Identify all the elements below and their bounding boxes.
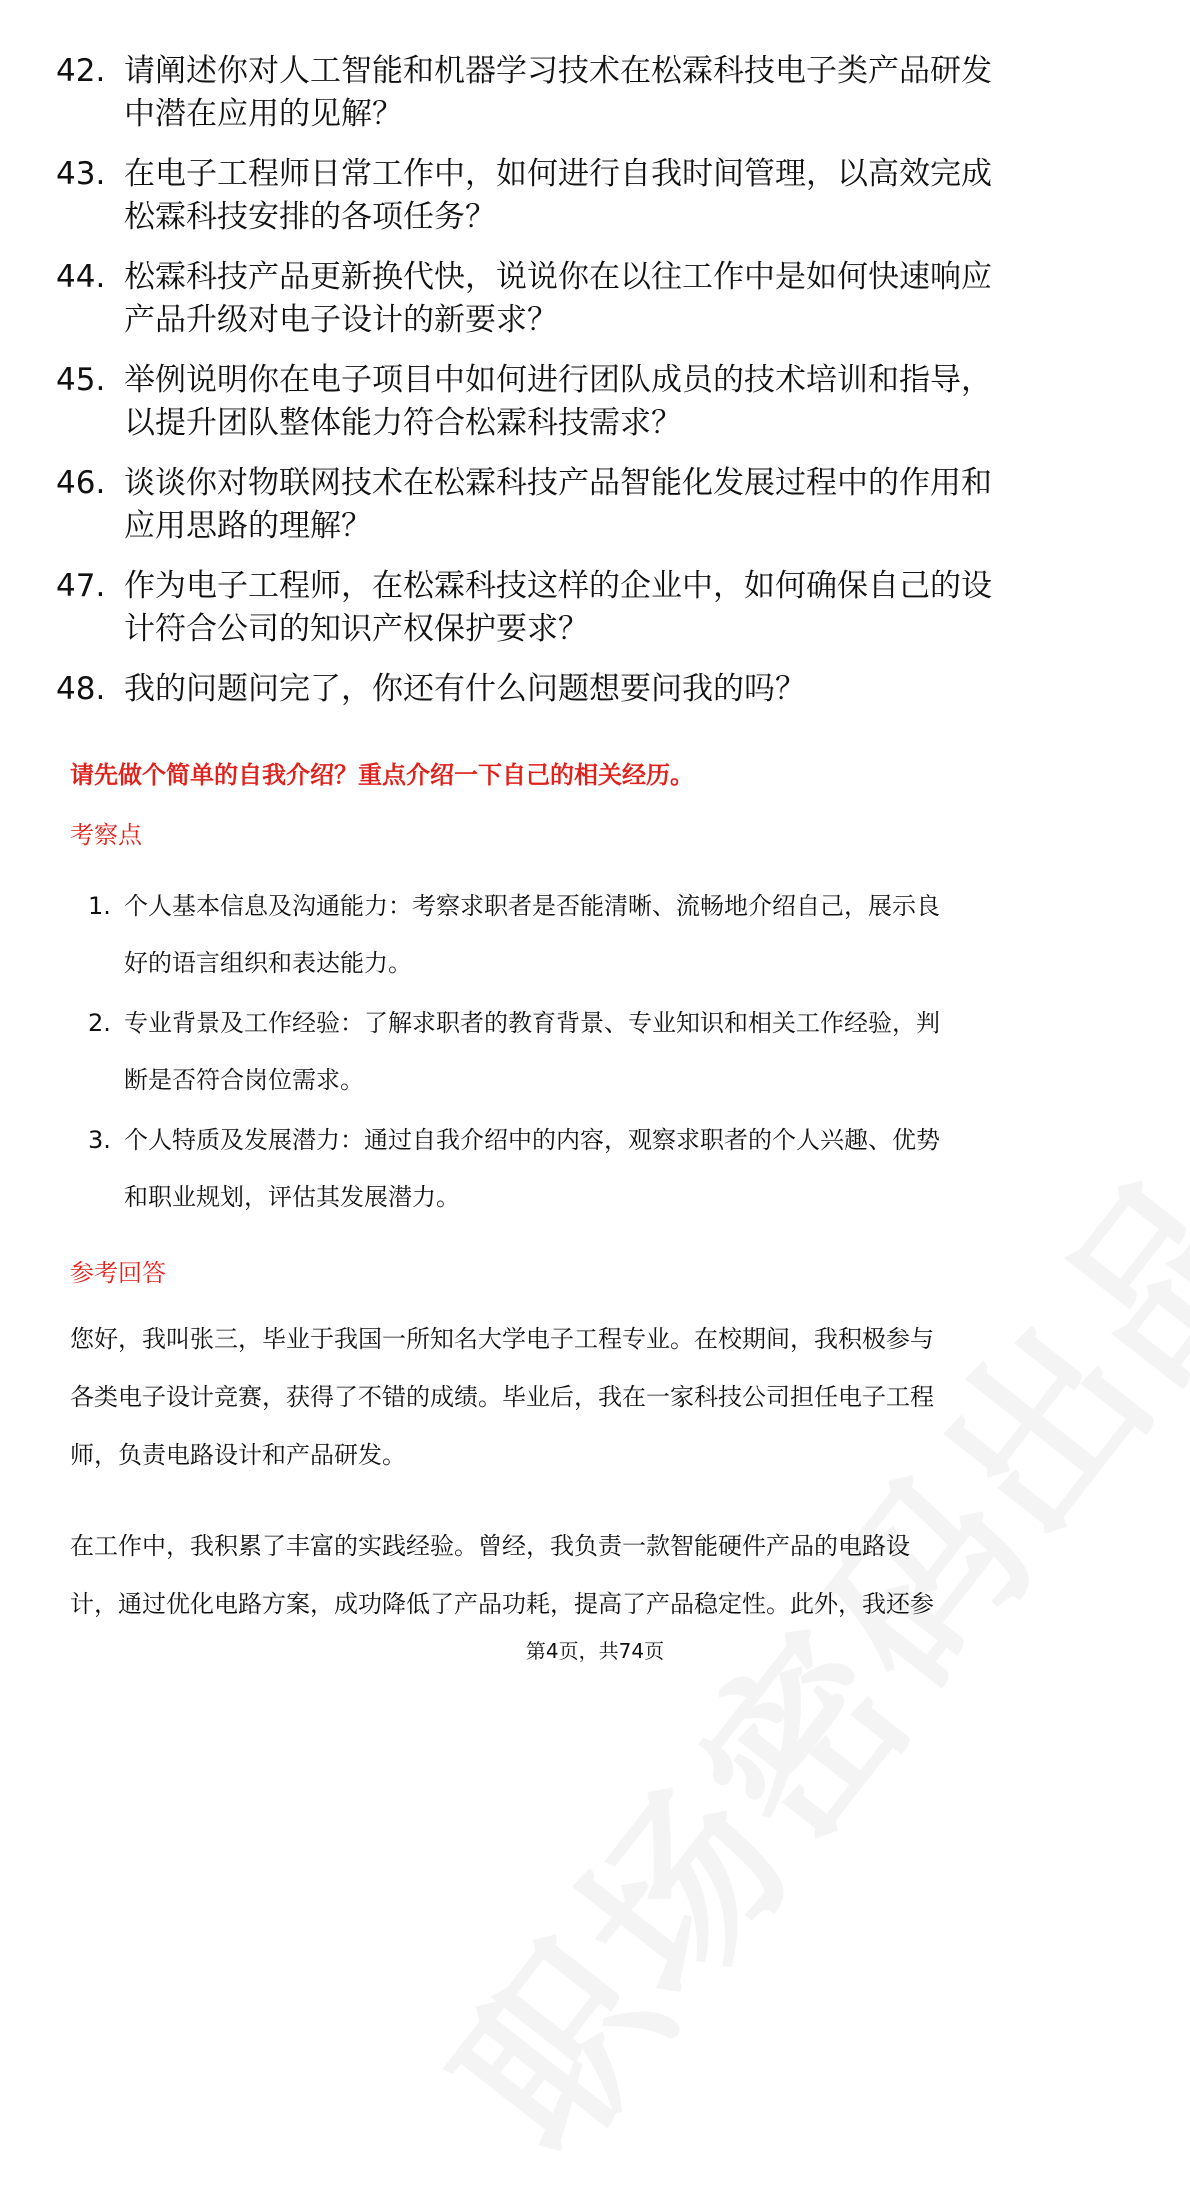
assessment-points-list [80,878,1120,1229]
question-text-line: 我的问题问完了，你还有什么问题想要问我的吗？ [124,671,806,707]
question-text-line: 计符合公司的知识产权保护要求？ [124,611,589,647]
point-number: 1. [88,892,111,920]
reference-answer-label: 参考回答 [70,1259,166,1287]
assessment-point [80,1112,1120,1226]
answer-text-line: 各类电子设计竞赛，获得了不错的成绩。毕业后，我在一家科技公司担任电子工程 [70,1383,934,1411]
question-number: 48. [56,671,106,707]
question-number: 47. [56,568,106,604]
answer-text-line: 您好，我叫张三，毕业于我国一所知名大学电子工程专业。在校期间，我积极参与 [70,1325,934,1353]
point-text-line: 专业背景及工作经验：了解求职者的教育背景、专业知识和相关工作经验，判 [124,1009,940,1037]
question-item [56,359,1136,445]
point-text-line: 好的语言组织和表达能力。 [124,949,412,977]
point-text-line: 断是否符合岗位需求。 [124,1066,364,1094]
point-number: 2. [88,1009,111,1037]
question-item [56,153,1136,239]
question-text-line: 谈谈你对物联网技术在松霖科技产品智能化发展过程中的作用和 [124,465,992,501]
question-text-line: 松霖科技安排的各项任务？ [124,199,496,235]
answer-text-line: 计，通过优化电路方案，成功降低了产品功耗，提高了产品稳定性。此外，我还参 [70,1590,934,1618]
answer-text-line: 师，负责电路设计和产品研发。 [70,1441,406,1469]
question-number: 42. [56,53,106,89]
question-text-line: 举例说明你在电子项目中如何进行团队成员的技术培训和指导， [124,362,992,398]
assessment-point [80,995,1120,1109]
question-text-line: 应用思路的理解？ [124,508,372,544]
point-number: 3. [88,1126,111,1154]
section-question-heading: 请先做个简单的自我介绍？重点介绍一下自己的相关经历。 [70,761,694,789]
question-text-line: 在电子工程师日常工作中，如何进行自我时间管理，以高效完成 [124,156,992,192]
question-text-line: 请阐述你对人工智能和机器学习技术在松霖科技电子类产品研发 [124,53,992,89]
question-number: 44. [56,259,106,295]
question-item [56,565,1136,651]
question-number: 43. [56,156,106,192]
answer-paragraph [70,1310,1120,1484]
question-text-line: 以提升团队整体能力符合松霖科技需求？ [124,405,682,441]
question-item [56,462,1136,548]
point-text-line: 和职业规划，评估其发展潜力。 [124,1183,460,1211]
assessment-point [80,878,1120,992]
question-item [56,668,1136,711]
question-item [56,50,1136,136]
question-item [56,256,1136,342]
answer-paragraph [70,1517,1120,1633]
question-text-line: 产品升级对电子设计的新要求？ [124,302,558,338]
question-number: 46. [56,465,106,501]
point-text-line: 个人特质及发展潜力：通过自我介绍中的内容，观察求职者的个人兴趣、优势 [124,1126,940,1154]
question-text-line: 松霖科技产品更新换代快，说说你在以往工作中是如何快速响应 [124,259,992,295]
answer-text-line: 在工作中，我积累了丰富的实践经验。曾经，我负责一款智能硬件产品的电路设 [70,1532,910,1560]
question-number: 45. [56,362,106,398]
page-footer: 第4页，共74页 [525,1639,665,1663]
assessment-points-label: 考察点 [70,821,142,849]
point-text-line: 个人基本信息及沟通能力：考察求职者是否能清晰、流畅地介绍自己，展示良 [124,892,940,920]
question-list [56,50,1136,728]
question-text-line: 中潜在应用的见解？ [124,96,403,132]
question-text-line: 作为电子工程师，在松霖科技这样的企业中，如何确保自己的设 [124,568,992,604]
